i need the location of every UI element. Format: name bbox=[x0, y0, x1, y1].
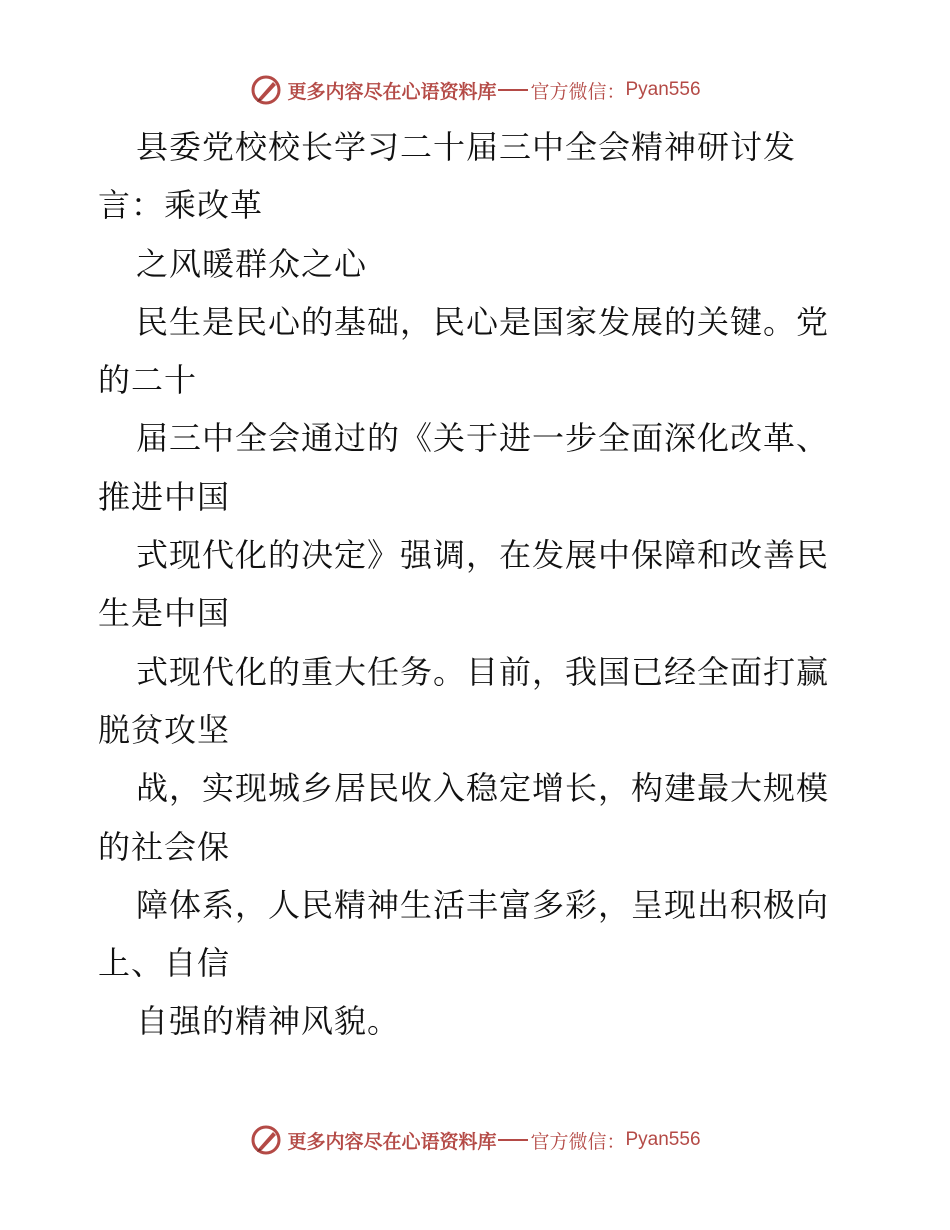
watermark-wechat-id: Pyan556 bbox=[625, 1129, 701, 1150]
text-line: 届三中全会通过的《关于进一步全面深化改革、 bbox=[136, 419, 830, 458]
text-line: 上、自信 bbox=[98, 944, 231, 983]
watermark-wechat-id: Pyan556 bbox=[625, 79, 701, 100]
watermark-main-text: 更多内容尽在心语资料库 bbox=[287, 80, 497, 103]
text-line: 自强的精神风貌。 bbox=[136, 1002, 401, 1041]
text-line: 的二十 bbox=[98, 361, 198, 400]
pen-logo-icon bbox=[249, 73, 283, 107]
text-line: 之风暖群众之心 bbox=[136, 244, 368, 283]
text-line: 战，实现城乡居民收入稳定增长，构建最大规模 bbox=[136, 769, 830, 808]
pen-logo-icon bbox=[249, 1123, 283, 1157]
text-line: 脱贫攻坚 bbox=[98, 710, 231, 749]
text-line: 式现代化的决定》强调，在发展中保障和改善民 bbox=[136, 536, 830, 575]
watermark-banner-top bbox=[0, 70, 950, 110]
watermark-main-text: 更多内容尽在心语资料库 bbox=[287, 1130, 497, 1153]
watermark-sub-text: 官方微信： bbox=[530, 1130, 626, 1153]
text-line: 民生是民心的基础，民心是国家发展的关键。党 bbox=[136, 302, 830, 341]
text-line: 障体系，人民精神生活丰富多彩，呈现出积极向 bbox=[136, 885, 830, 924]
text-line: 生是中国 bbox=[98, 594, 231, 633]
watermark-banner-bottom bbox=[0, 1120, 950, 1160]
watermark-dash bbox=[498, 89, 528, 91]
document-body bbox=[98, 118, 858, 1051]
text-line: 式现代化的重大任务。目前，我国已经全面打赢 bbox=[136, 652, 830, 691]
text-line: 县委党校校长学习二十届三中全会精神研讨发 bbox=[136, 128, 797, 166]
text-line: 的社会保 bbox=[98, 827, 231, 866]
text-line: 推进中国 bbox=[98, 477, 231, 516]
text-line: 言：乘改革 bbox=[98, 186, 264, 225]
watermark-sub-text: 官方微信： bbox=[530, 80, 626, 103]
watermark-dash bbox=[498, 1139, 528, 1141]
